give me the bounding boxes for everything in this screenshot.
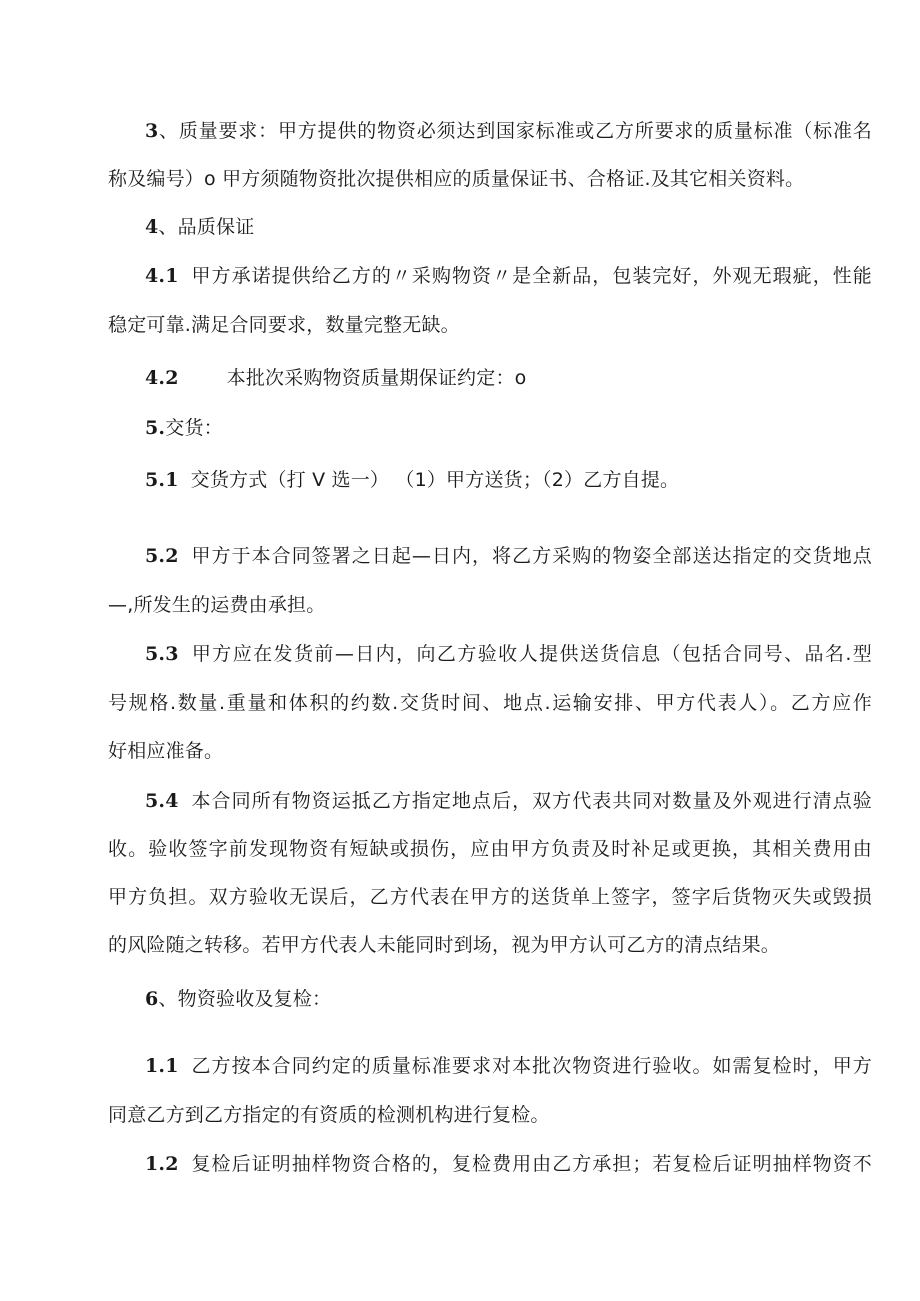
clause-text: 同意乙方到乙方指定的有资质的检测机构进行复检。 <box>108 1104 550 1126</box>
clause-number: 6 <box>145 988 159 1010</box>
clause-text: 乙方按本合同约定的质量标准要求对本批次物资进行验收。如需复检时，甲方 <box>190 1055 872 1077</box>
clause-number: 4.1 <box>145 265 179 287</box>
clause-number: 5.2 <box>145 545 179 567</box>
clause-4-2 <box>145 365 872 391</box>
clause-5-3-line-2 <box>108 690 872 716</box>
clause-text: 、品质保证 <box>158 216 255 238</box>
clause-number: 1.2 <box>145 1153 179 1175</box>
clause-3-line-1 <box>145 118 872 144</box>
clause-text: 稳定可靠.满足合同要求，数量完整无缺。 <box>108 314 460 336</box>
clause-text: 好相应准备。 <box>108 740 224 762</box>
clause-5-4-line-1 <box>145 788 872 814</box>
clause-5-heading <box>145 415 872 441</box>
clause-number: 5.4 <box>145 790 179 812</box>
clause-number: 4.2 <box>145 367 179 389</box>
clause-text: 号规格.数量.重量和体积的约数.交货时间、地点.运输安排、甲方代表人）。乙方应作 <box>108 692 872 714</box>
clause-text: —,所发生的运费由承担。 <box>108 594 326 616</box>
clause-4-1-line-1 <box>145 263 872 289</box>
clause-4-1-line-2 <box>108 312 872 338</box>
clause-5-3-line-3 <box>108 738 872 764</box>
clause-text: 交货： <box>165 417 223 439</box>
clause-5-4-line-3 <box>108 884 872 910</box>
clause-text: 交货方式（打 V 选一） （1）甲方送货；（2）乙方自提。 <box>190 469 680 491</box>
clause-number: 1.1 <box>145 1055 179 1077</box>
clause-text: 称及编号）o 甲方须随物资批次提供相应的质量保证书、合格证.及其它相关资料。 <box>108 168 805 190</box>
clause-3-line-2 <box>108 166 872 192</box>
clause-text: 复检后证明抽样物资合格的，复检费用由乙方承担；若复检后证明抽样物资不 <box>190 1153 872 1175</box>
clause-number: 4 <box>145 216 159 238</box>
clause-text: 甲方于本合同签署之日起—日内，将乙方采购的物姿全部送达指定的交货地点 <box>190 545 872 567</box>
clause-number: 3 <box>145 120 159 142</box>
clause-text: 、质量要求：甲方提供的物资必须达到国家标准或乙方所要求的质量标准（标准名 <box>158 120 872 142</box>
clause-text: 本合同所有物资运抵乙方指定地点后，双方代表共同对数量及外观进行清点验 <box>190 790 872 812</box>
clause-5-3-line-1 <box>145 641 872 667</box>
clause-1-1-line-2 <box>108 1102 872 1128</box>
clause-text: 的风险随之转移。若甲方代表人未能同时到场，视为甲方认可乙方的清点结果。 <box>108 934 781 956</box>
clause-text: 甲方应在发货前—日内，向乙方验收人提供送货信息（包括合同号、品名.型 <box>190 643 872 665</box>
clause-6-heading <box>145 986 872 1012</box>
clause-1-1-line-1 <box>145 1053 872 1079</box>
clause-5-2-line-1 <box>145 543 872 569</box>
clause-text: 甲方承诺提供给乙方的〃采购物资〃是全新品，包装完好，外观无瑕疵，性能 <box>190 265 872 287</box>
clause-5-2-line-2 <box>108 592 872 618</box>
clause-text: 收。验收签字前发现物资有短缺或损伤，应由甲方负责及时补足或更换，其相关费用由 <box>108 838 872 860</box>
clause-5-4-line-4 <box>108 932 872 958</box>
clause-number: 5.1 <box>145 469 179 491</box>
clause-5-1 <box>145 467 872 493</box>
clause-text: 本批次采购物资质量期保证约定：o <box>226 367 527 389</box>
clause-4-heading <box>145 214 872 240</box>
clause-number: 5. <box>145 417 166 439</box>
clause-number: 5.3 <box>145 643 179 665</box>
clause-5-4-line-2 <box>108 836 872 862</box>
clause-text: 甲方负担。双方验收无误后，乙方代表在甲方的送货单上签字，签字后货物灭失或毁损 <box>108 886 872 908</box>
clause-text: 、物资验收及复检： <box>158 988 332 1010</box>
clause-1-2-line-1 <box>145 1151 872 1177</box>
